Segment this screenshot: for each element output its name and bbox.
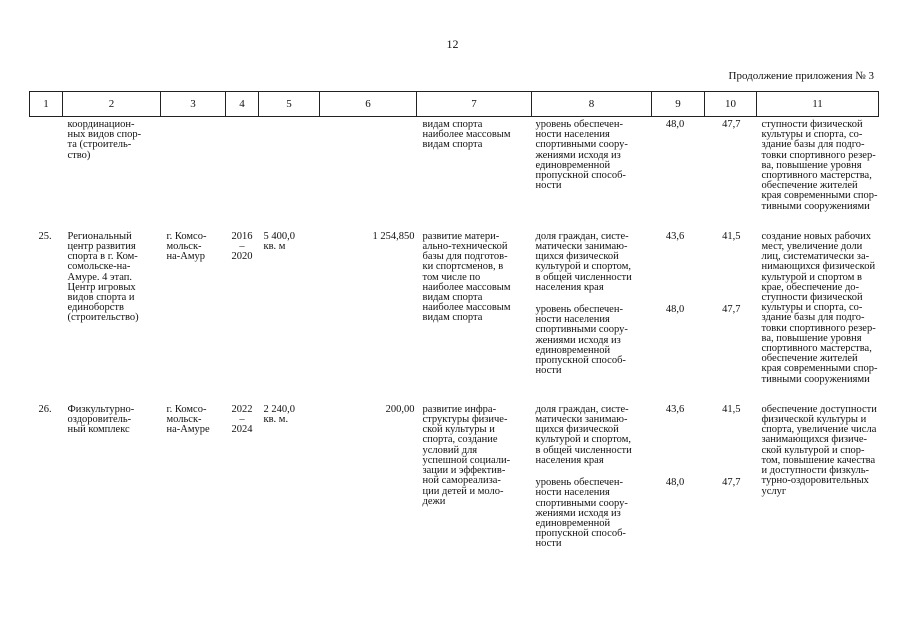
- indicator-baseline-value-cell: [652, 230, 705, 403]
- appendix-continuation-note: Продолжение приложения № 3: [728, 70, 874, 82]
- page-number: 12: [446, 37, 459, 51]
- indicator-target-value: 41,5: [722, 403, 741, 415]
- column-header-11: 11: [757, 92, 879, 117]
- appendix-table-container: [29, 91, 878, 568]
- indicator-name: доля граждан, систе- матически занимаю- щихся физической культурой и спортом, в общей численности населения края: [535, 403, 632, 466]
- expected-result: обеспечение доступности физической культуры и спорта, увеличение числа занимающихся физиче- ской культурой и спор- том, повышение качества и доступности физкуль- турно-оздоровительных услуг: [761, 403, 877, 497]
- financing-amount: [320, 117, 417, 230]
- indicator-spacer: [652, 415, 699, 478]
- indicator-baseline-value-cell: [652, 403, 705, 568]
- financing-amount: 200,00: [385, 403, 415, 415]
- indicator-name: уровень обеспечен- ности населения спортивными соору- жениями исходя из единовременной пропускной способ- ности: [535, 119, 628, 192]
- indicator-baseline-value: 48,0: [665, 304, 685, 316]
- construction-period: [226, 117, 259, 230]
- column-header-3: 3: [161, 92, 226, 117]
- construction-period: 2022 – 2024: [231, 403, 253, 436]
- column-header-2: 2: [63, 92, 161, 117]
- financing-amount: 1 254,850: [372, 230, 415, 242]
- column-header-10: 10: [705, 92, 757, 117]
- object-name: Региональный центр развития спорта в г. Ком- сомольске-на- Амуре. 4 этап. Центр игровых видов спорта и единоборств (строительство): [67, 230, 139, 324]
- indicator-target-value-cell: [705, 403, 757, 568]
- row-number: 26.: [38, 403, 52, 415]
- object-goal: видам спорта наиболее массовым видам спорта: [422, 119, 511, 151]
- indicator-name: уровень обеспечен- ности населения спортивными соору- жениями исходя из единовременной пропускной способ- ности: [535, 304, 628, 377]
- indicator-target-value: 47,7: [722, 119, 741, 130]
- construction-period: 2016 – 2020: [231, 230, 253, 263]
- expected-result: ступности физической культуры и спорта, со- здание базы для подго- товки спортивного резер- ва, повышение уровня спортивного мастерства, обеспечение жителей края современными спор- тивными сооружениями: [761, 119, 878, 212]
- indicator-name: уровень обеспечен- ности населения спортивными соору- жениями исходя из единовременной пропускной способ- ности: [535, 477, 628, 550]
- column-header-6: 6: [320, 92, 417, 117]
- indicator-spacer: [652, 242, 699, 305]
- indicator-spacer: [705, 242, 741, 305]
- indicator-name: доля граждан, систе- матически занимаю- щихся физической культурой и спортом, в общей численности населения края: [535, 230, 632, 293]
- table-row: [30, 230, 879, 403]
- row-number: [30, 117, 63, 230]
- object-name: Физкультурно- оздоровитель- ный комплекс: [67, 403, 135, 436]
- object-goal: развитие матери- ально-технической базы для подготов- ки спортсменов, в том числе по наиболее массовым видам спорта наиболее массовым видам спорта: [422, 230, 511, 324]
- indicator-name-cell: [532, 117, 652, 230]
- column-header-9: 9: [652, 92, 705, 117]
- indicator-baseline-value: 48,0: [665, 477, 685, 489]
- column-header-4: 4: [226, 92, 259, 117]
- table-row: [30, 403, 879, 568]
- appendix-table: [29, 91, 879, 568]
- table-row: [30, 117, 879, 230]
- object-capacity: 5 400,0 кв. м: [263, 230, 295, 253]
- column-header-5: 5: [259, 92, 320, 117]
- indicator-baseline-value: 48,0: [665, 119, 685, 130]
- indicator-target-value: 47,7: [722, 304, 741, 316]
- indicator-name-cell: [532, 403, 652, 568]
- indicator-name-cell: [532, 230, 652, 403]
- column-header-1: 1: [30, 92, 63, 117]
- column-number-header-row: [30, 92, 879, 117]
- object-goal: развитие инфра- структуры физиче- ской культуры и спорта, создание условий для успешной социали- зации и эффектив- ной самореализа- ции детей и моло- дежи: [422, 403, 511, 507]
- indicator-baseline-value: 43,6: [665, 403, 685, 415]
- indicator-baseline-value: 43,6: [665, 230, 685, 242]
- object-location: г. Комсо- мольск- на-Амур: [166, 230, 207, 263]
- table-body: [30, 117, 879, 568]
- column-header-8: 8: [532, 92, 652, 117]
- indicator-baseline-value-cell: [652, 117, 705, 230]
- row-number: 25.: [38, 230, 52, 242]
- indicator-spacer: [705, 415, 741, 478]
- indicator-target-value: 41,5: [722, 230, 741, 242]
- indicator-target-value-cell: [705, 230, 757, 403]
- object-capacity: 2 240,0 кв. м.: [263, 403, 295, 426]
- indicator-target-value-cell: [705, 117, 757, 230]
- column-header-7: 7: [417, 92, 532, 117]
- indicator-target-value: 47,7: [722, 477, 741, 489]
- object-location: г. Комсо- мольск- на-Амуре: [166, 403, 210, 436]
- expected-result: создание новых рабочих мест, увеличение доли лиц, систематически за- нимающихся физической культурой и спортом в крае, обеспечение до- ступности физической культуры и спорта, со- здание базы для подго- товки спортивного резер- ва, повышение уровня спортивного мастерства, обеспечение жителей края современными спор- тивными сооружениями: [761, 230, 878, 385]
- object-capacity: [259, 117, 320, 230]
- object-location: [161, 117, 226, 230]
- object-name: координацион- ных видов спор- та (строитель- ство): [67, 119, 142, 161]
